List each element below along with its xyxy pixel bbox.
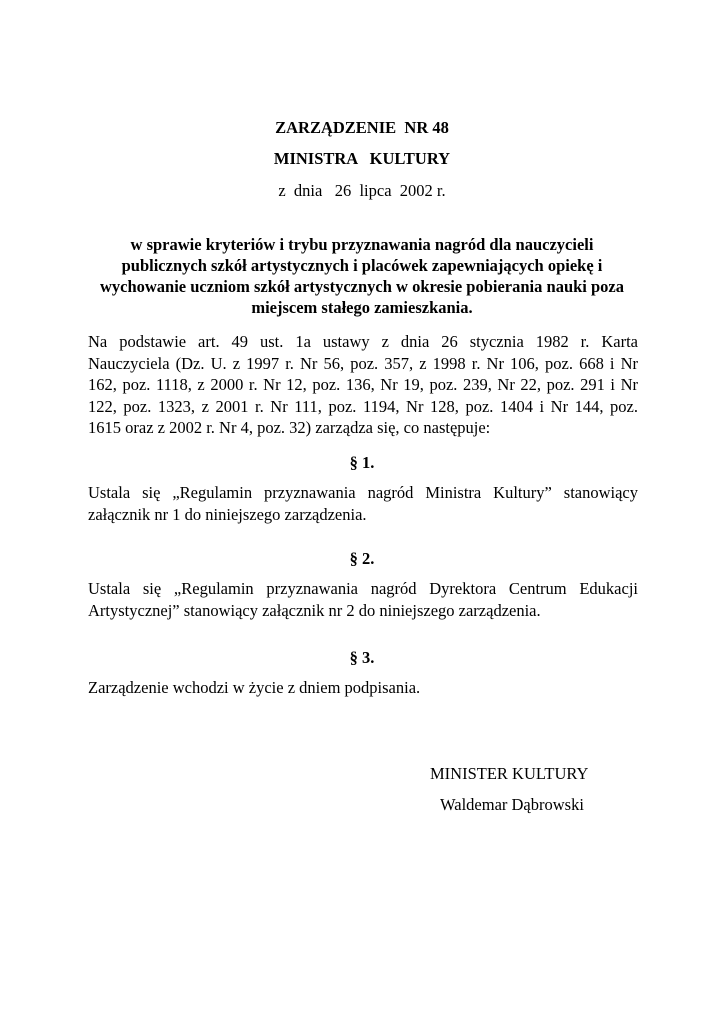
document-subject bbox=[96, 234, 628, 318]
subject-line: wychowanie uczniom szkół artystycznych w okresie pobierania nauki poza bbox=[99, 277, 625, 296]
section-body-2 bbox=[88, 578, 638, 621]
paragraph-line: 162, poz. 1118, z 2000 r. Nr 12, poz. 136, Nr 19, poz. 239, Nr 22, poz. 291 i Nr bbox=[88, 375, 638, 394]
document-date: z dnia 26 lipca 2002 r. bbox=[278, 181, 446, 200]
signature-title: MINISTER KULTURY bbox=[430, 764, 589, 783]
paragraph-line: Zarządzenie wchodzi w życie z dniem podpisania. bbox=[88, 678, 421, 697]
section-body-3 bbox=[88, 677, 638, 699]
paragraph-line: 122, poz. 1323, z 2001 r. Nr 111, poz. 1194, Nr 128, poz. 1404 i Nr 144, poz. bbox=[88, 396, 638, 416]
subject-line: miejscem stałego zamieszkania. bbox=[251, 298, 473, 317]
section-heading-3: § 3. bbox=[349, 648, 375, 667]
legal-basis-paragraph bbox=[88, 331, 638, 439]
issuing-authority: MINISTRA KULTURY bbox=[273, 149, 451, 168]
document-title: ZARZĄDZENIE NR 48 bbox=[275, 118, 449, 137]
signature-name: Waldemar Dąbrowski bbox=[440, 795, 584, 814]
paragraph-line: Artystycznej” stanowiący załącznik nr 2 do niniejszego zarządzenia. bbox=[88, 600, 541, 620]
subject-line: publicznych szkół artystycznych i placówek zapewniających opiekę i bbox=[121, 256, 603, 275]
paragraph-line: Ustala się „Regulamin przyznawania nagród Ministra Kultury” stanowiący bbox=[88, 483, 638, 502]
paragraph-line: załącznik nr 1 do niniejszego zarządzenia. bbox=[88, 504, 367, 524]
section-heading-1: § 1. bbox=[349, 453, 375, 472]
paragraph-line: Na podstawie art. 49 ust. 1a ustawy z dnia 26 stycznia 1982 r. Karta bbox=[88, 332, 638, 351]
paragraph-line: Ustala się „Regulamin przyznawania nagród Dyrektora Centrum Edukacji bbox=[88, 579, 638, 598]
section-heading-2: § 2. bbox=[349, 549, 375, 568]
paragraph-line: Nauczyciela (Dz. U. z 1997 r. Nr 56, poz. 357, z 1998 r. Nr 106, poz. 668 i Nr bbox=[88, 353, 638, 373]
section-body-1 bbox=[88, 482, 638, 525]
subject-line: w sprawie kryteriów i trybu przyznawania nagród dla nauczycieli bbox=[130, 235, 594, 254]
paragraph-line: 1615 oraz z 2002 r. Nr 4, poz. 32) zarządza się, co następuje: bbox=[88, 418, 491, 437]
